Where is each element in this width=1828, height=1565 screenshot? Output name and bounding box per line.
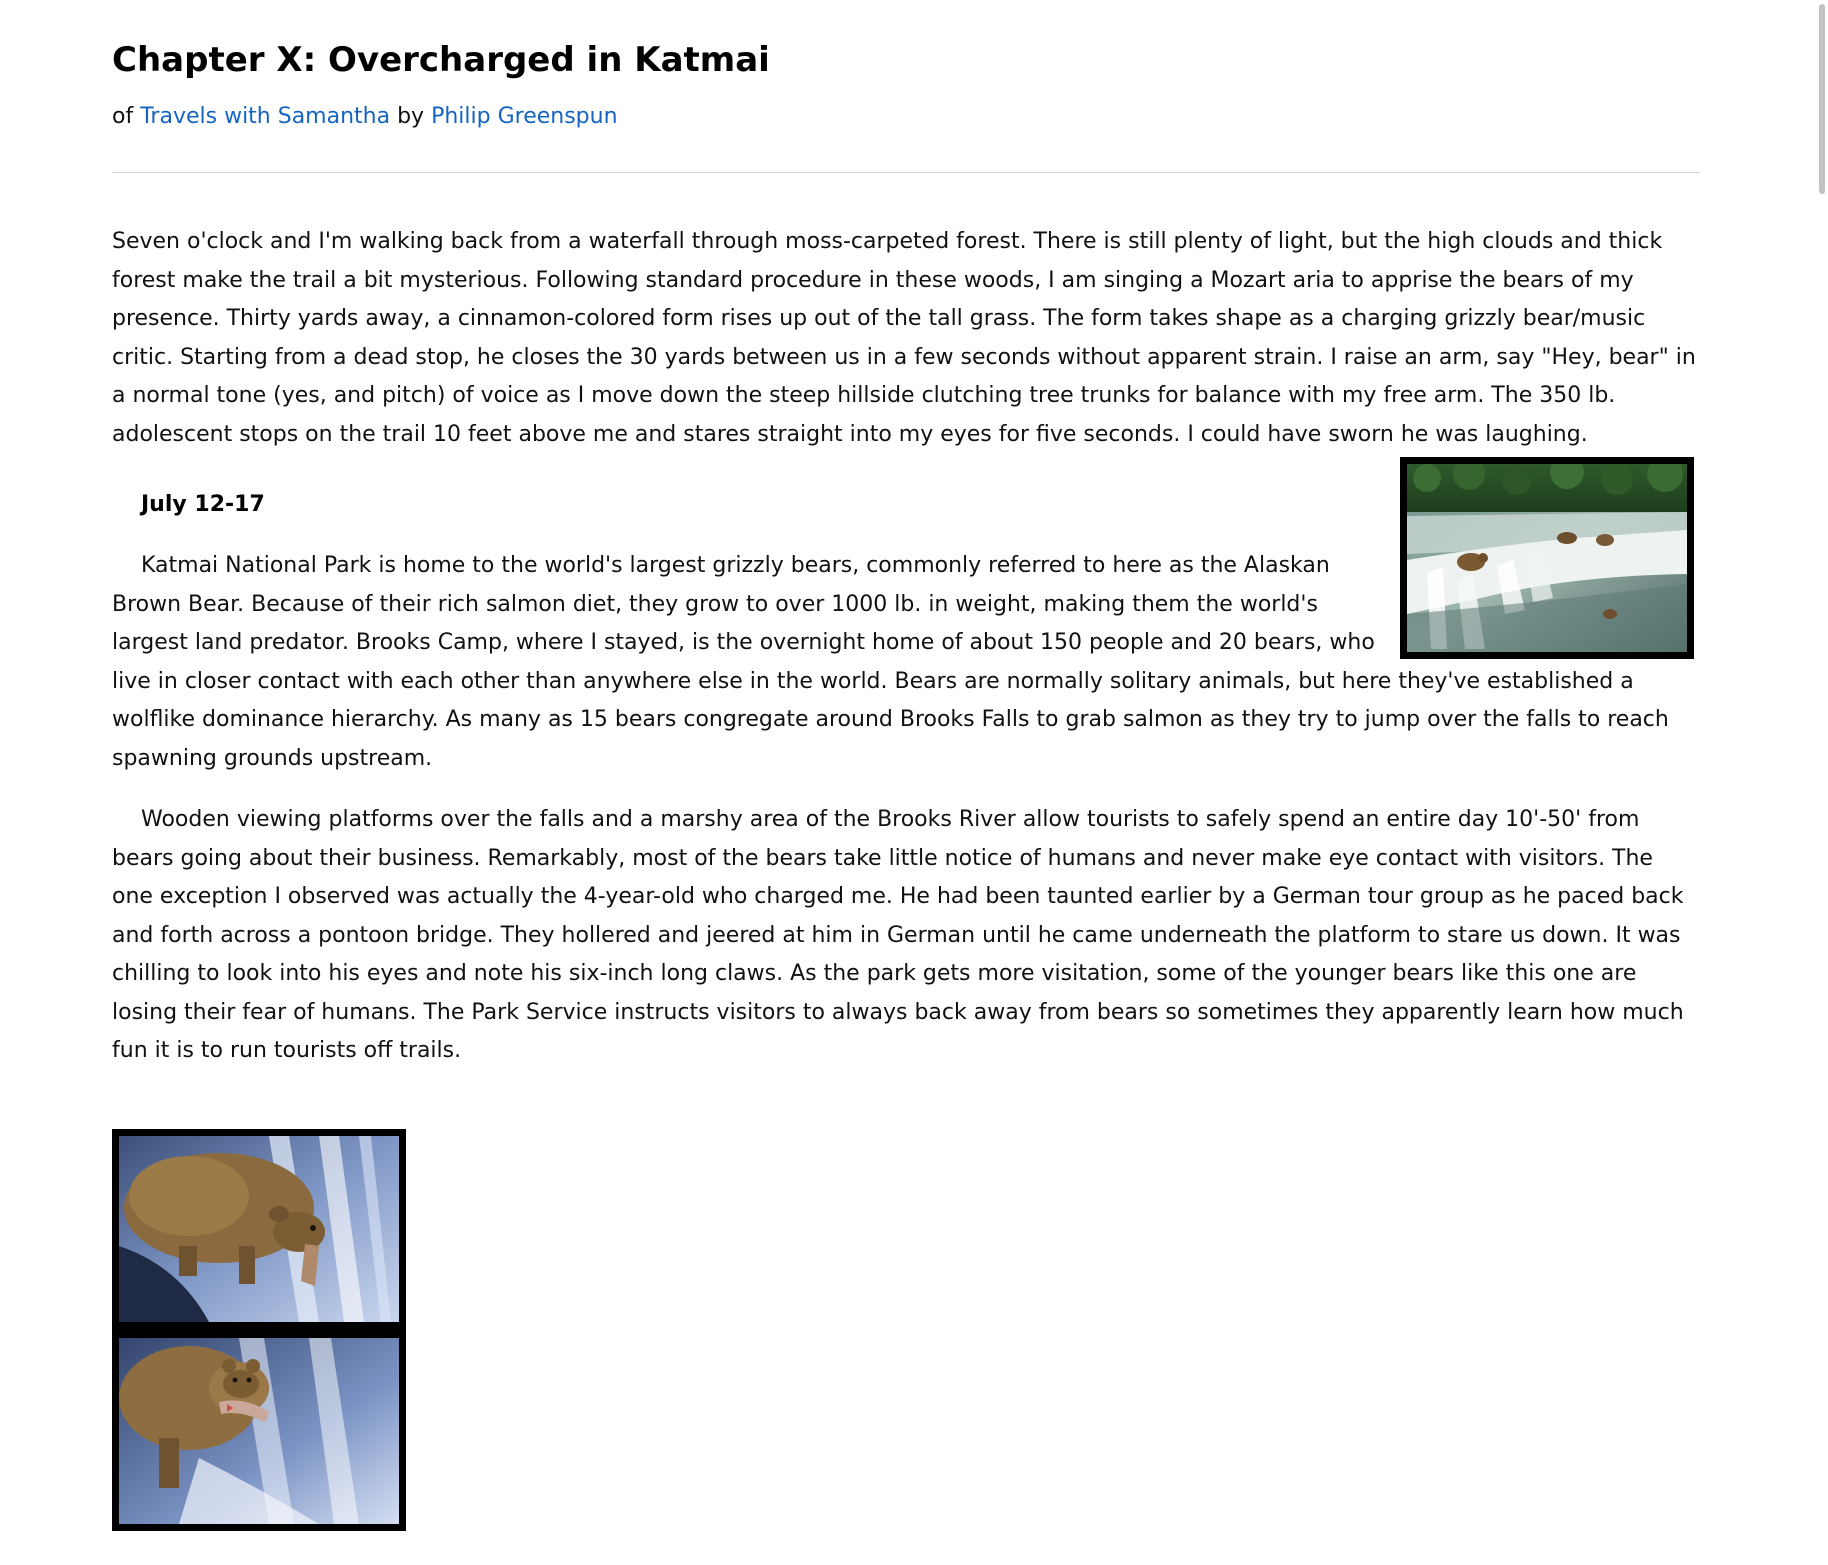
body-paragraph: Wooden viewing platforms over the falls and a marshy area of the Brooks River allow tourists to safely spend an entire day 10'-50' from bears going about their business. Remarkably, most of the bears take little notice of humans and never make eye contact with visitors. The one exception I observed was actually the 4-year-old who charged me. He had been taunted earlier by a German tour group as he paced back and forth across a pontoon bridge. They hollered and jeered at him in German until he came underneath the platform to stare us down. It was chilling to look into his eyes and note his six-inch long claws. As the park gets more visitation, some of the younger bears like this one are losing their fear of humans. The Park Service instructs visitors to always back away from bears so sometimes they apparently learn how much fun it is to run tourists off trails. <box>112 807 1684 1063</box>
date-heading: July 12-17 <box>141 492 265 517</box>
article <box>112 38 1700 1531</box>
page-title: Chapter X: Overcharged in Katmai <box>112 40 770 80</box>
body-paragraph: Katmai National Park is home to the world's largest grizzly bears, commonly referred to here as the Alaskan Brown Bear. Because of their rich salmon diet, they grow to over 1000 lb. in weight, making them the world's largest land predator. Brooks Camp, where I stayed, is the overnight home of about 150 people and 20 bears, who live in closer contact with each other than anywhere else in the world. Bears are normally solitary animals, but here they've established a wolflike dominance hierarchy. As many as 15 bears congregate around Brooks Falls to grab salmon as they try to jump over the falls to reach spawning grounds upstream. <box>112 553 1669 771</box>
book-link[interactable]: Travels with Samantha <box>140 104 391 129</box>
bear-fishing-image <box>119 1136 399 1322</box>
bear-with-salmon-image <box>119 1338 399 1524</box>
scrollbar-thumb[interactable] <box>1819 4 1825 194</box>
scrollbar[interactable] <box>1814 0 1828 1565</box>
divider <box>112 172 1700 173</box>
intro-paragraph: Seven o'clock and I'm walking back from a waterfall through moss-carpeted forest. There is still plenty of light, but the high clouds and thick forest make the trail a bit mysterious. Following standard procedure in these woods, I am singing a Mozart aria to apprise the bears of my presence. Thirty yards away, a cinnamon-colored form rises up out of the tall grass. The form takes shape as a charging grizzly bear/music critic. Starting from a dead stop, he closes the 30 yards between us in a few seconds without apparent strain. I raise an arm, say "Hey, bear" in a normal tone (yes, and pitch) of voice as I move down the steep hillside clutching tree trunks for balance with my free arm. The 350 lb. adolescent stops on the trail 10 feet above me and stares straight into my eyes for five seconds. I could have sworn he was laughing. <box>112 229 1696 447</box>
byline-by: by <box>397 104 425 129</box>
bear-fishing-photos <box>112 1129 406 1531</box>
byline <box>112 102 1700 132</box>
brooks-falls-photo <box>1400 457 1694 659</box>
waterfall-image <box>1407 464 1687 652</box>
bear-photo-bottom <box>119 1338 399 1524</box>
byline-of: of <box>112 104 134 129</box>
bear-photo-top <box>119 1136 399 1322</box>
author-link[interactable]: Philip Greenspun <box>431 104 618 129</box>
